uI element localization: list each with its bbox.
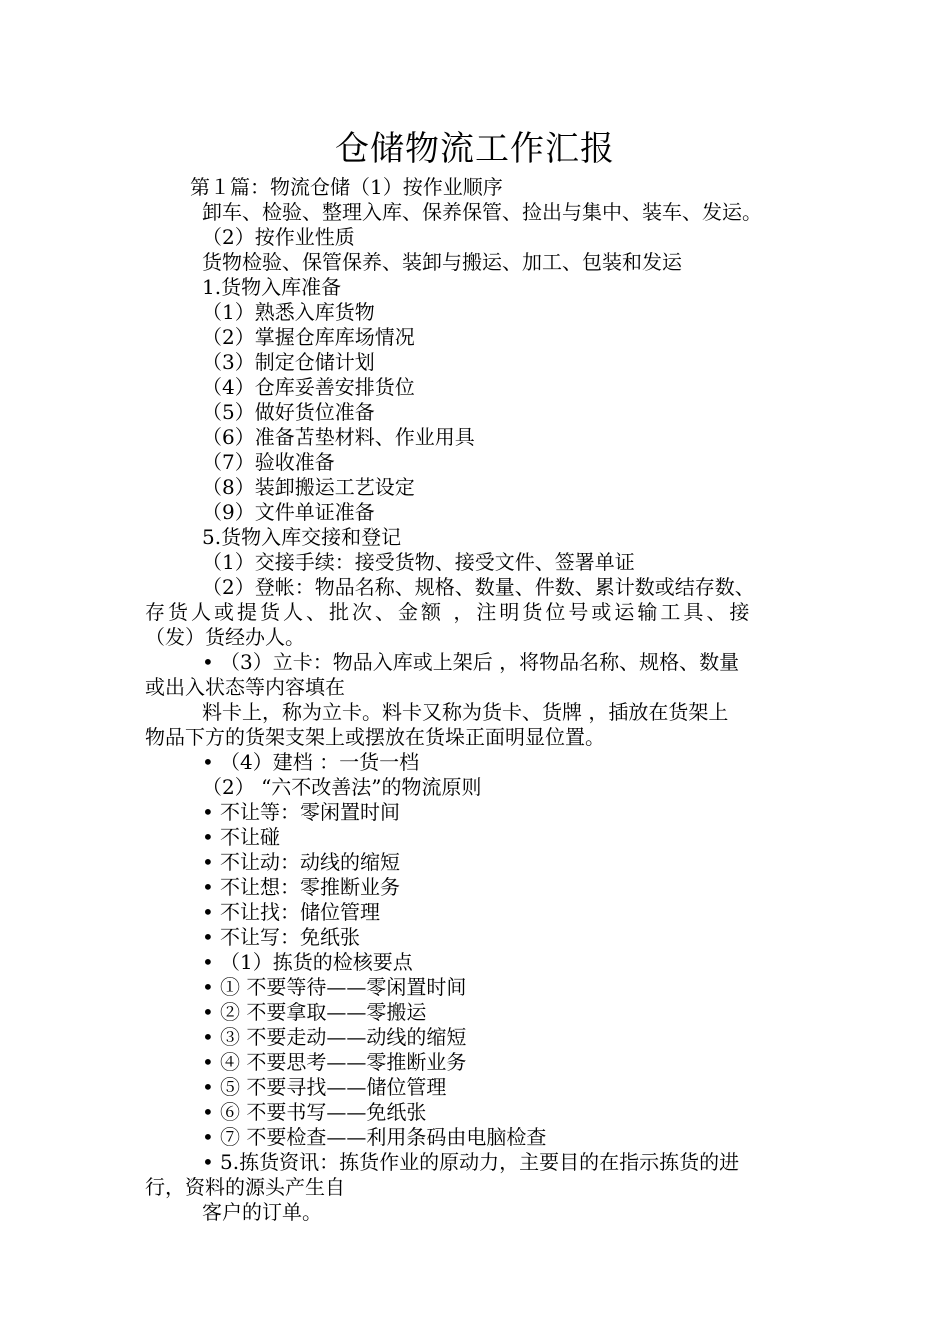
bullet-line	[202, 750, 419, 775]
bullet-icon: •	[202, 1025, 214, 1049]
bullet-text: ⑥ 不要书写——免纸张	[220, 1100, 427, 1124]
text-line: （3）制定仓储计划	[202, 350, 375, 374]
bullet-line	[202, 900, 380, 925]
text-line: 卸车、检验、整理入库、保养保管、捡出与集中、装车、发运。	[202, 200, 762, 224]
text-line: 客户的订单。	[202, 1200, 322, 1224]
text-line: 或出入状态等内容填在	[145, 675, 345, 699]
bullet-text: 不让等：零闲置时间	[220, 800, 400, 824]
bullet-line	[202, 850, 400, 875]
bullet-text: ⑤ 不要寻找——储位管理	[220, 1075, 447, 1099]
text-line: 存货人或提货人、批次、金额 ，注明货位号或运输工具、接	[145, 600, 753, 624]
bullet-line	[202, 1125, 546, 1150]
bullet-text: ② 不要拿取——零搬运	[220, 1000, 427, 1024]
bullet-line	[202, 1150, 739, 1175]
text-line: （2）登帐：物品名称、规格、数量、件数、累计数或结存数、	[202, 575, 755, 599]
text-line: （2）掌握仓库库场情况	[202, 325, 415, 349]
text-line: 货物检验、保管保养、装卸与搬运、加工、包装和发运	[202, 250, 682, 274]
text-line: （7）验收准备	[202, 450, 335, 474]
bullet-line	[202, 650, 739, 675]
bullet-text: ④ 不要思考——零推断业务	[220, 1050, 467, 1074]
bullet-icon: •	[202, 1125, 214, 1149]
bullet-text: 不让找：储位管理	[220, 900, 380, 924]
bullet-line	[202, 875, 400, 900]
bullet-text: 不让碰	[220, 825, 280, 849]
bullet-line	[202, 1100, 426, 1125]
bullet-text: 不让动：动线的缩短	[220, 850, 400, 874]
bullet-line	[202, 925, 360, 950]
bullet-text: （3）立卡：物品入库或上架后 ，将物品名称、规格、数量	[220, 650, 740, 674]
bullet-icon: •	[202, 875, 214, 899]
bullet-icon: •	[202, 1100, 214, 1124]
text-line: 料卡上，称为立卡。料卡又称为货卡、货牌 ，插放在货架上	[202, 700, 729, 724]
bullet-text: （4）建档 ：一货一档	[220, 750, 420, 774]
text-line: （8）装卸搬运工艺设定	[202, 475, 415, 499]
text-line: （1）熟悉入库货物	[202, 300, 375, 324]
bullet-line	[202, 825, 280, 850]
bullet-text: 不让写：免纸张	[220, 925, 360, 949]
text-line: （5）做好货位准备	[202, 400, 375, 424]
bullet-line	[202, 1075, 446, 1100]
text-line: 1.货物入库准备	[202, 275, 342, 299]
text-line: 物品下方的货架支架上或摆放在货垛正面明显位置。	[145, 725, 605, 749]
bullet-icon: •	[202, 950, 214, 974]
bullet-text: ① 不要等待——零闲置时间	[220, 975, 467, 999]
text-line: （2） “六不改善法”的物流原则	[202, 775, 482, 799]
bullet-line	[202, 1025, 466, 1050]
bullet-icon: •	[202, 900, 214, 924]
bullet-icon: •	[202, 925, 214, 949]
bullet-icon: •	[202, 650, 214, 674]
bullet-icon: •	[202, 1150, 214, 1174]
bullet-line	[202, 800, 400, 825]
bullet-text: ③ 不要走动——动线的缩短	[220, 1025, 467, 1049]
bullet-icon: •	[202, 1000, 214, 1024]
text-line: 行，资料的源头产生自	[145, 1175, 345, 1199]
text-line: （6）准备苫垫材料、作业用具	[202, 425, 475, 449]
bullet-icon: •	[202, 825, 214, 849]
text-line: （1）交接手续：接受货物、接受文件、签署单证	[202, 550, 635, 574]
bullet-icon: •	[202, 850, 214, 874]
bullet-text: 不让想：零推断业务	[220, 875, 400, 899]
bullet-line	[202, 975, 466, 1000]
text-line: （2）按作业性质	[202, 225, 355, 249]
bullet-line	[202, 1000, 426, 1025]
document-title: 仓储物流工作汇报	[335, 129, 615, 169]
bullet-icon: •	[202, 1050, 214, 1074]
text-line: 第１篇：物流仓储（1）按作业顺序	[190, 175, 503, 199]
bullet-line	[202, 1050, 466, 1075]
text-line: （4）仓库妥善安排货位	[202, 375, 415, 399]
text-line: 5.货物入库交接和登记	[202, 525, 402, 549]
bullet-text: 5.拣货资讯：拣货作业的原动力，主要目的在指示拣货的进	[220, 1150, 740, 1174]
bullet-icon: •	[202, 975, 214, 999]
bullet-icon: •	[202, 800, 214, 824]
bullet-text: ⑦ 不要检查——利用条码由电脑检查	[220, 1125, 547, 1149]
bullet-text: （1）拣货的检核要点	[220, 950, 413, 974]
text-line: （9）文件单证准备	[202, 500, 375, 524]
bullet-icon: •	[202, 750, 214, 774]
bullet-line	[202, 950, 413, 975]
bullet-icon: •	[202, 1075, 214, 1099]
text-line: （发）货经办人。	[145, 625, 305, 649]
